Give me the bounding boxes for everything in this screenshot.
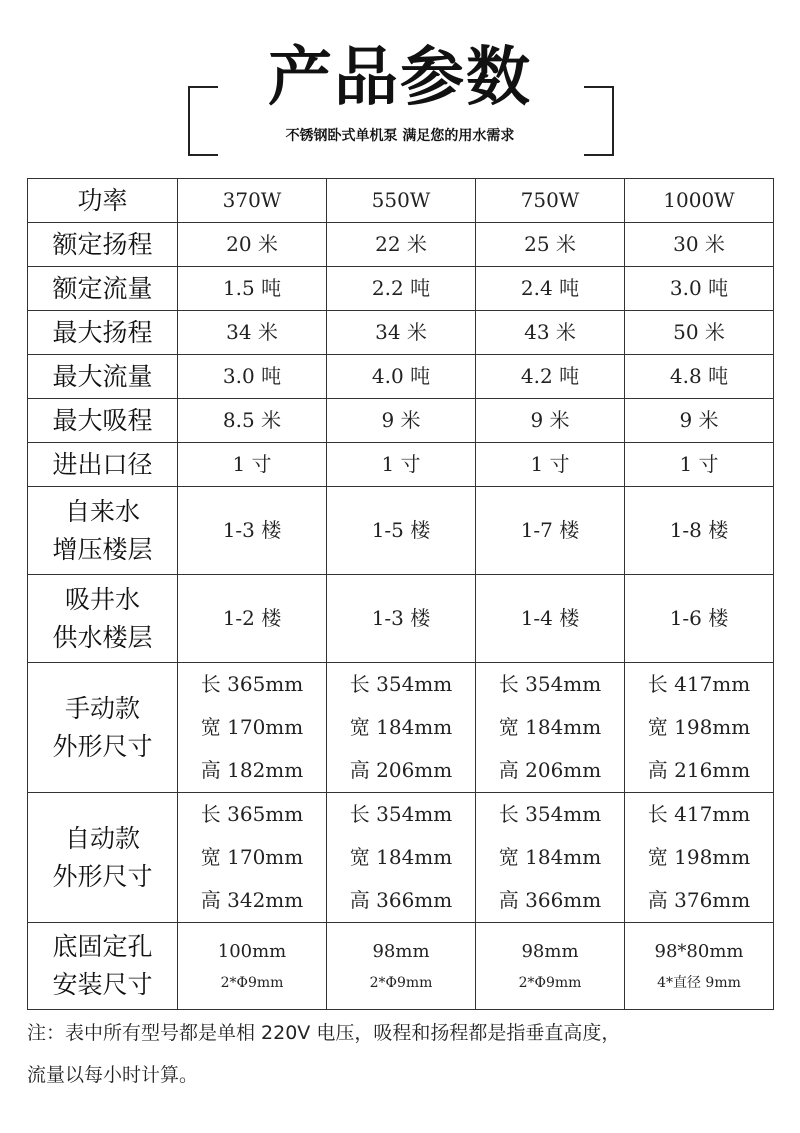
value-line: 100mm: [217, 941, 287, 962]
value-line: 长 354mm: [498, 672, 602, 696]
value-line: 高 342mm: [200, 888, 304, 912]
value-cell: [327, 575, 476, 663]
value-cell: [476, 179, 625, 223]
value-cell: [625, 663, 774, 793]
value-line: 长 354mm: [349, 802, 453, 826]
table-row: [28, 399, 774, 443]
value-line: 长 365mm: [200, 672, 304, 696]
value-line: 1.5 吨: [222, 276, 282, 300]
value-cell: [178, 399, 327, 443]
value-line: 34 米: [226, 320, 278, 344]
value-cell: [178, 355, 327, 399]
value-line: 2.4 吨: [520, 276, 580, 300]
value-cell: [625, 311, 774, 355]
value-cell: [476, 223, 625, 267]
value-line: 98mm: [521, 941, 579, 962]
value-cell: [178, 487, 327, 575]
value-line: 1-3 楼: [371, 606, 431, 630]
table-row: [28, 487, 774, 575]
value-line: 宽 198mm: [647, 845, 751, 869]
value-line: 1-8 楼: [669, 518, 729, 542]
row-label-line: 增压楼层: [52, 534, 153, 564]
value-cell: [327, 355, 476, 399]
value-line: 1 寸: [232, 452, 272, 476]
row-label-line: 最大流量: [52, 361, 153, 391]
value-cell: [625, 399, 774, 443]
value-line: 宽 170mm: [200, 715, 304, 739]
row-label: [28, 793, 178, 923]
value-line: 1 寸: [679, 452, 719, 476]
value-line: 高 216mm: [647, 758, 751, 782]
row-label: [28, 575, 178, 663]
value-line: 宽 184mm: [349, 845, 453, 869]
row-label-line: 供水楼层: [52, 622, 153, 652]
row-label-line: 最大吸程: [52, 405, 153, 435]
row-label-line: 最大扬程: [52, 317, 153, 347]
value-line: 1-6 楼: [669, 606, 729, 630]
row-label-line: 手动款: [64, 693, 140, 723]
value-line: 4*直径 9mm: [657, 975, 741, 991]
value-line: 宽 170mm: [200, 845, 304, 869]
table-row: [28, 663, 774, 793]
value-cell: [625, 793, 774, 923]
value-line: 370W: [222, 188, 282, 212]
value-line: 2.2 吨: [371, 276, 431, 300]
value-line: 550W: [371, 188, 431, 212]
row-label: [28, 223, 178, 267]
spec-table: [27, 178, 774, 1010]
value-line: 高 376mm: [647, 888, 751, 912]
value-cell: [476, 575, 625, 663]
value-line: 长 354mm: [498, 802, 602, 826]
value-line: 高 206mm: [498, 758, 602, 782]
value-line: 长 417mm: [647, 802, 751, 826]
value-cell: [476, 311, 625, 355]
value-line: 1-3 楼: [222, 518, 282, 542]
table-row: [28, 443, 774, 487]
value-line: 750W: [520, 188, 580, 212]
value-line: 长 354mm: [349, 672, 453, 696]
row-label-line: 吸井水: [64, 584, 140, 614]
row-label: [28, 443, 178, 487]
row-label-line: 外形尺寸: [52, 861, 153, 891]
value-cell: [476, 355, 625, 399]
value-line: 98mm: [372, 941, 430, 962]
value-cell: [625, 443, 774, 487]
row-label-line: 额定扬程: [52, 229, 153, 259]
value-line: 4.8 吨: [669, 364, 729, 388]
value-cell: [476, 399, 625, 443]
value-cell: [327, 223, 476, 267]
value-cell: [327, 311, 476, 355]
value-cell: [178, 575, 327, 663]
value-line: 4.2 吨: [520, 364, 580, 388]
value-line: 1000W: [663, 188, 735, 212]
value-line: 宽 184mm: [498, 845, 602, 869]
value-line: 9 米: [530, 408, 570, 432]
table-row: [28, 575, 774, 663]
value-line: 3.0 吨: [222, 364, 282, 388]
value-line: 2*Φ9mm: [518, 975, 582, 991]
value-cell: [625, 223, 774, 267]
value-cell: [476, 663, 625, 793]
value-line: 3.0 吨: [669, 276, 729, 300]
value-cell: [178, 311, 327, 355]
value-cell: [476, 443, 625, 487]
value-line: 22 米: [375, 232, 427, 256]
row-label-line: 外形尺寸: [52, 731, 153, 761]
value-line: 8.5 米: [222, 408, 282, 432]
footnote-line: 流量以每小时计算。: [27, 1064, 199, 1086]
value-line: 1-5 楼: [371, 518, 431, 542]
table-row: [28, 267, 774, 311]
value-cell: [178, 223, 327, 267]
value-cell: [327, 923, 476, 1010]
value-cell: [178, 923, 327, 1010]
row-label-line: 进出口径: [52, 449, 153, 479]
row-label-line: 自来水: [64, 496, 140, 526]
row-label: [28, 487, 178, 575]
value-cell: [178, 443, 327, 487]
value-line: 1 寸: [381, 452, 421, 476]
value-cell: [178, 793, 327, 923]
value-cell: [327, 663, 476, 793]
row-label-line: 安装尺寸: [52, 970, 153, 999]
value-cell: [327, 793, 476, 923]
row-label: [28, 663, 178, 793]
value-cell: [178, 663, 327, 793]
row-label: [28, 399, 178, 443]
value-line: 4.0 吨: [371, 364, 431, 388]
row-label-line: 底固定孔: [52, 932, 153, 961]
value-line: 1-2 楼: [222, 606, 282, 630]
row-label: [28, 923, 178, 1010]
value-cell: [625, 355, 774, 399]
value-cell: [625, 267, 774, 311]
value-cell: [476, 923, 625, 1010]
table-row: [28, 223, 774, 267]
row-label: [28, 311, 178, 355]
value-line: 宽 184mm: [349, 715, 453, 739]
row-label: [28, 267, 178, 311]
value-line: 30 米: [673, 232, 725, 256]
header: [0, 0, 800, 170]
value-cell: [327, 443, 476, 487]
table-row: [28, 355, 774, 399]
row-label-line: 自动款: [64, 823, 140, 853]
value-line: 长 365mm: [200, 802, 304, 826]
value-line: 9 米: [381, 408, 421, 432]
row-label-line: 额定流量: [52, 273, 153, 303]
value-cell: [327, 399, 476, 443]
value-cell: [625, 575, 774, 663]
page-subtitle: 不锈钢卧式单机泵 满足您的用水需求: [285, 128, 515, 144]
value-line: 1 寸: [530, 452, 570, 476]
value-line: 高 366mm: [498, 888, 602, 912]
table-row: [28, 793, 774, 923]
value-cell: [476, 267, 625, 311]
footnote-line: 注：表中所有型号都是单相 220V 电压，吸程和扬程都是指垂直高度，: [27, 1022, 621, 1044]
row-label: [28, 179, 178, 223]
value-line: 98*80mm: [654, 941, 744, 962]
value-line: 高 206mm: [349, 758, 453, 782]
value-cell: [625, 179, 774, 223]
value-line: 高 182mm: [200, 758, 304, 782]
value-line: 9 米: [679, 408, 719, 432]
value-line: 50 米: [673, 320, 725, 344]
value-cell: [327, 487, 476, 575]
value-line: 1-4 楼: [520, 606, 580, 630]
value-line: 宽 198mm: [647, 715, 751, 739]
value-line: 2*Φ9mm: [369, 975, 433, 991]
table-row: [28, 179, 774, 223]
row-label: [28, 355, 178, 399]
value-cell: [625, 487, 774, 575]
value-cell: [327, 267, 476, 311]
value-line: 34 米: [375, 320, 427, 344]
value-cell: [178, 267, 327, 311]
table-row: [28, 923, 774, 1010]
value-line: 43 米: [524, 320, 576, 344]
value-line: 1-7 楼: [520, 518, 580, 542]
value-line: 25 米: [524, 232, 576, 256]
footnote: [27, 1012, 777, 1096]
row-label-line: 功率: [77, 185, 128, 215]
page-title: 产品参数: [268, 41, 532, 115]
value-cell: [476, 793, 625, 923]
value-line: 宽 184mm: [498, 715, 602, 739]
value-line: 2*Φ9mm: [220, 975, 284, 991]
value-line: 高 366mm: [349, 888, 453, 912]
value-cell: [178, 179, 327, 223]
value-line: 长 417mm: [647, 672, 751, 696]
value-cell: [327, 179, 476, 223]
table-row: [28, 311, 774, 355]
value-line: 20 米: [226, 232, 278, 256]
value-cell: [625, 923, 774, 1010]
value-cell: [476, 487, 625, 575]
